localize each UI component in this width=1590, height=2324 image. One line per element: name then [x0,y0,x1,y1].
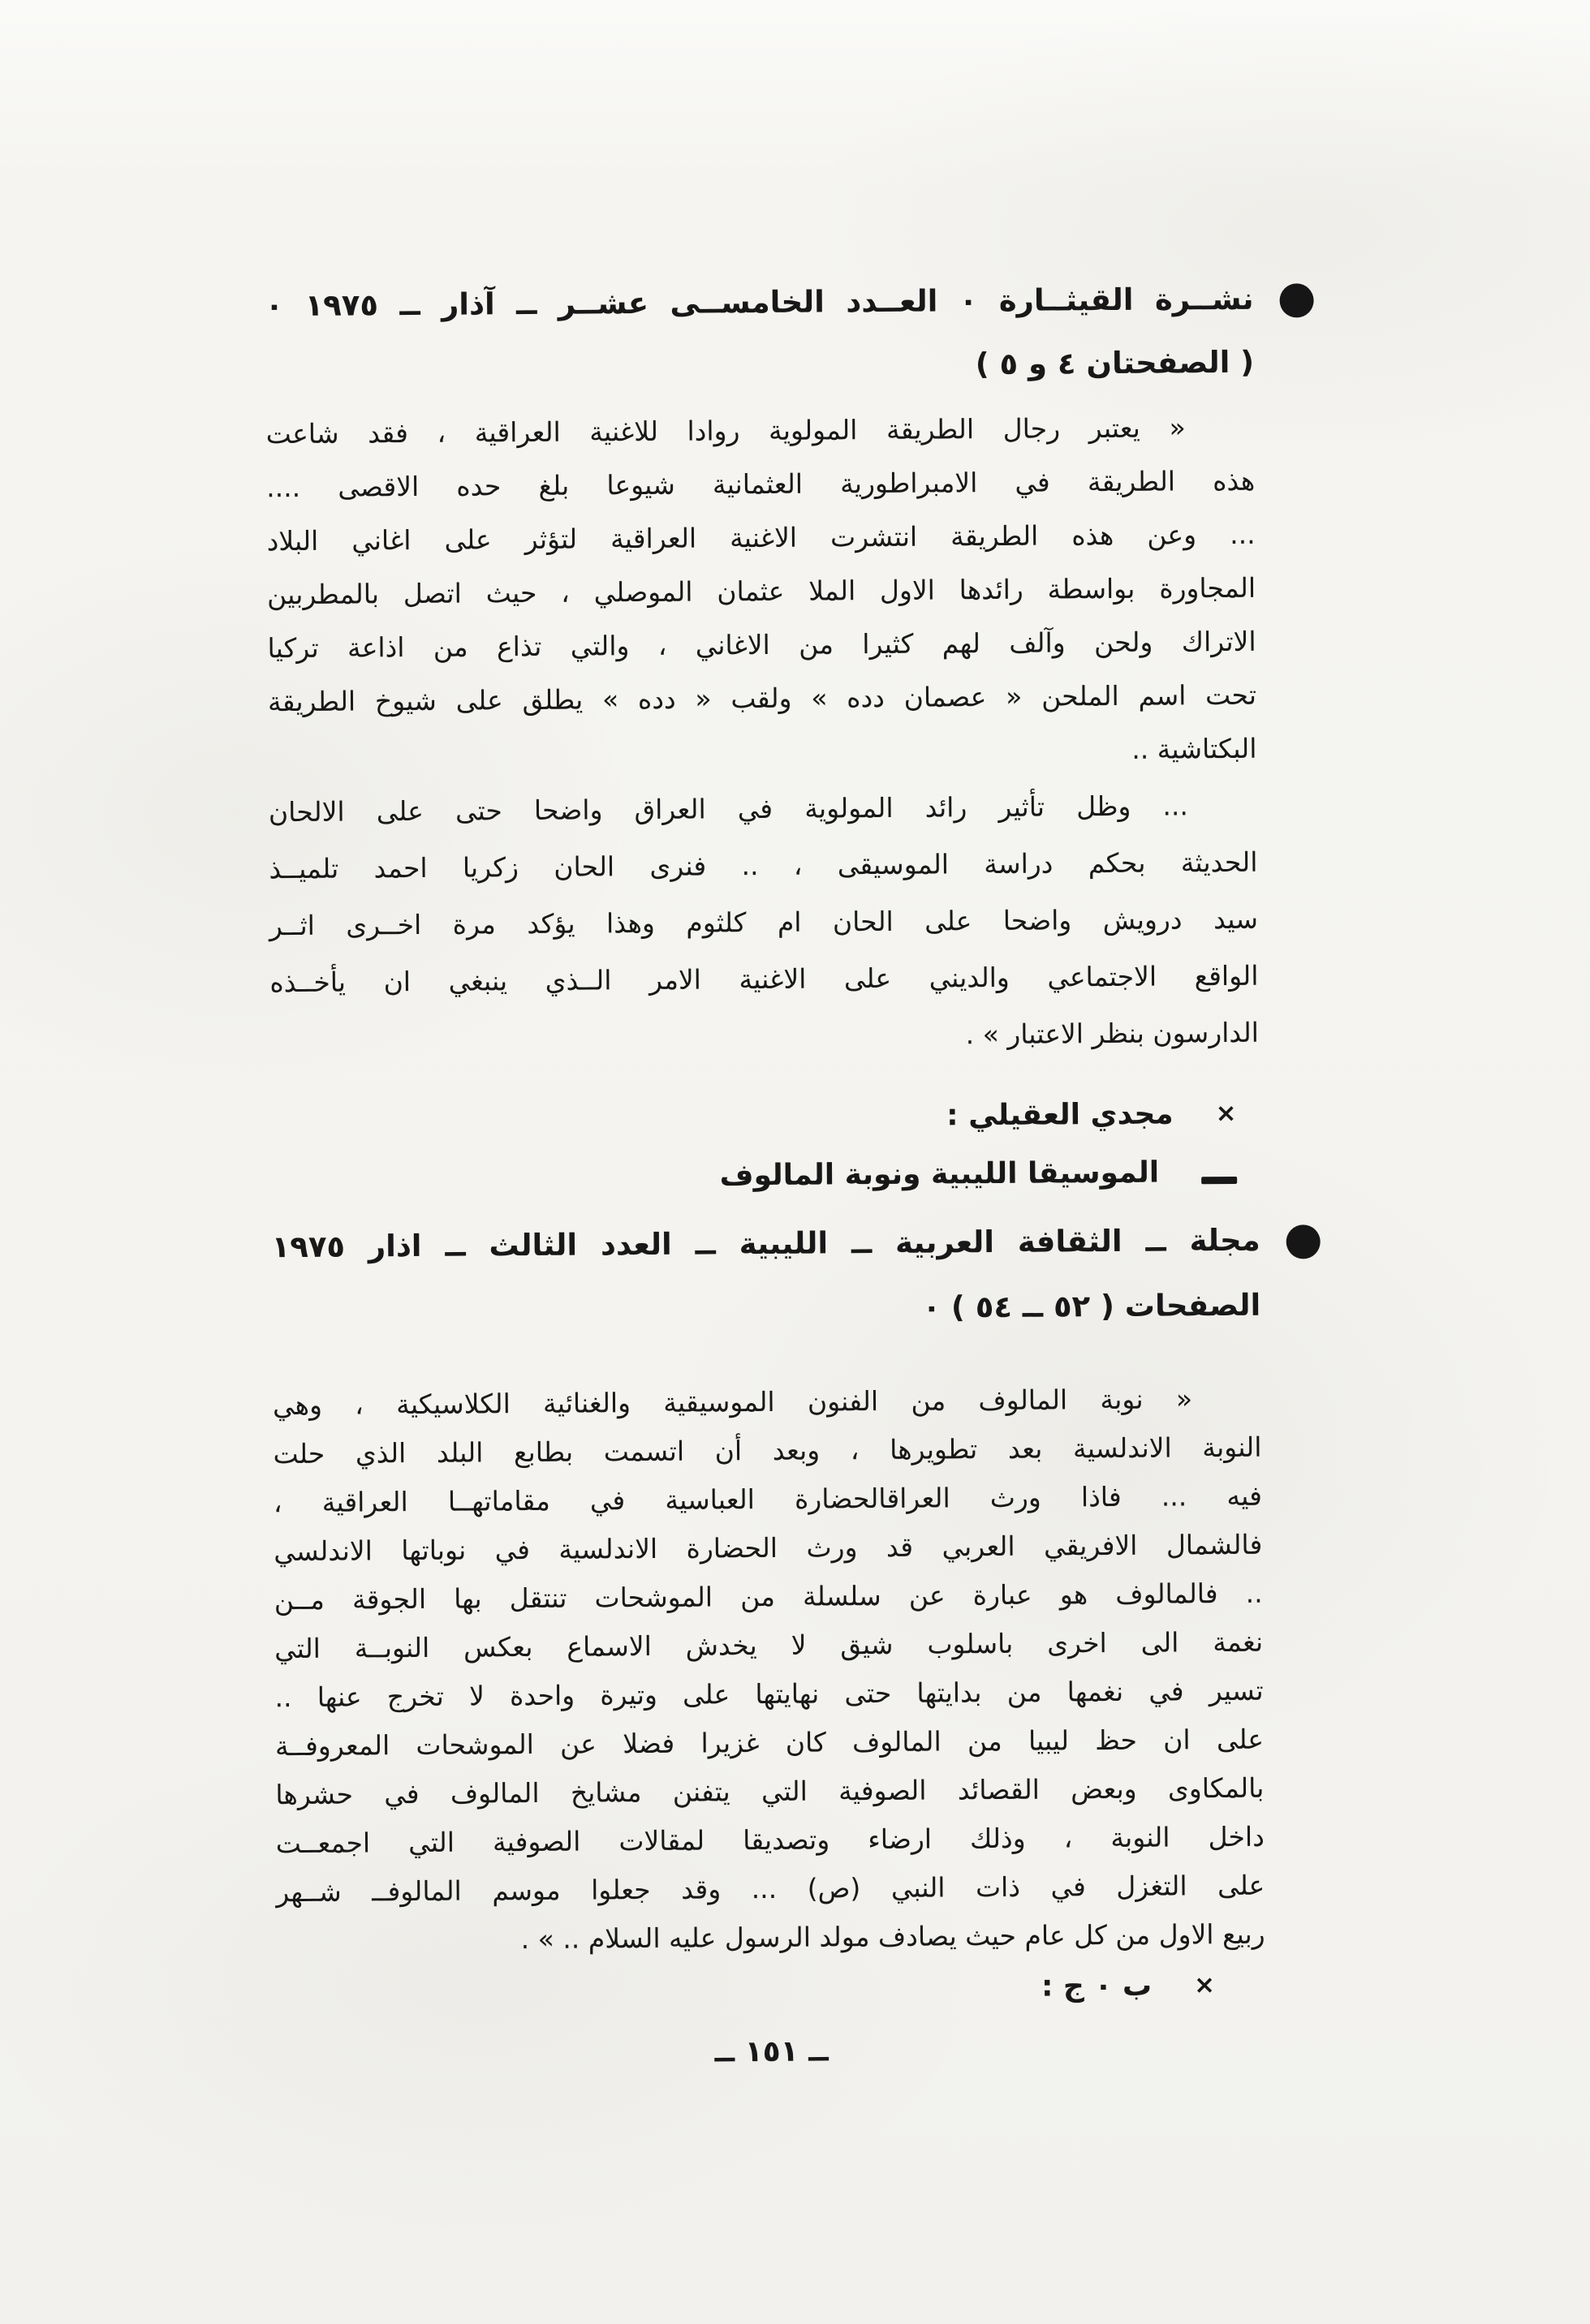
text-line: فيه ... فاذا ورث العراقالحضارة العباسية في مقاماتهــا العراقية ، [273,1479,1263,1519]
x-marker-icon: × [1215,1098,1237,1129]
text-column [263,0,1268,2324]
text-line: ... وعن هذه الطريقة انتشرت الاغنية العراقية لتؤثر على اغاني البلاد [266,518,1256,557]
page-number-text: ــ ١٥١ ــ [714,2034,829,2069]
entry2-pages-heading [272,1280,1260,1338]
text-line: سيد درويش واضحا على الحان ام كلثوم وهذا يؤكد مرة اخــرى اثــر [269,902,1259,942]
text-line: على التغزل في ذات النبي (ص) ... وقد جعلوا موسم المالوفــ شــهر [276,1869,1265,1909]
entry3-author-name: ب ٠ ج : [1041,1969,1153,2003]
text-line: ربيع الاول من كل عام حيث يصادف مولد الرسول عليه السلام .. » . [520,1917,1265,1956]
text-line: « يعتبر رجال الطريقة المولوية روادا للاغنية العراقية ، فقد شاعت [265,411,1186,450]
text-line: فالشمال الافريقي العربي قد ورث الحضارة الاندلسية في نوباتها الاندلسي [274,1528,1263,1568]
text-line: داخل النوبة ، وذلك ارضاء وتصديقا لمقالات الصوفية التي اجمعــت [275,1820,1265,1860]
entry2-work-row [720,1149,1238,1199]
text-line: « نوبة المالوف من الفنون الموسيقية والغنائية الكلاسيكية ، وهي [272,1383,1193,1422]
text-line: النوبة الاندلسية بعد تطويرها ، وبعد أن اتسمت بطابع البلد الذي حلت [273,1431,1262,1470]
entry2-work-title: الموسيقا الليبية ونوبة المالوف [719,1156,1160,1193]
page-number [278,2032,1266,2072]
entry1-source-text: نشــرة القيثــارة ٠ العــدد الخامســى عشــر ــ آذار ــ ١٩٧٥ ٠ [265,281,1254,324]
text-line: الحديثة بحكم دراسة الموسيقى ، .. فنرى الحان زكريا احمد تلميــذ [269,846,1258,885]
entry1-quote-paragraph-1 [265,401,1256,782]
bullet-icon [1279,283,1313,317]
entry2-quote-paragraph [273,1375,1265,1965]
entry2-author-row [946,1091,1237,1140]
text-line: نغمة الى اخرى باسلوب شيق لا يخدش الاسماع بعكس النوبــة التي [274,1625,1264,1665]
text-line: الواقع الاجتماعي والديني على الاغنية الامر الــذي ينبغي ان يأخــذه [269,959,1259,999]
text-line: على ان حظ ليبيا من المالوف كان غزيرا فضلا عن الموشحات المعروفــة [274,1723,1265,1762]
text-line: المجاورة بواسطة رائدها الاول الملا عثمان الموصلي ، حيث اتصل بالمطربين [266,571,1256,611]
text-line: .. فالمالوف هو عبارة عن سلسلة من الموشحات تنتقل بها الجوقة مــن [274,1577,1263,1616]
entry2-author-name: مجدي العقيلي : [946,1097,1174,1133]
entry1-source-heading [265,274,1253,332]
text-line: بالمكاوى وبعض القصائد الصوفية التي يتفنن مشايخ المالوف في حشرها [275,1771,1265,1811]
text-line: الدارسون بنظر الاعتبار » . [965,1016,1260,1051]
entry1-quote-paragraph-2 [269,777,1259,1068]
entry2-pages-text: الصفحات ( ٥٢ ــ ٥٤ ) ٠ [922,1287,1261,1325]
entry2-source-heading [272,1216,1260,1273]
bullet-icon [1286,1224,1321,1259]
text-line: تحت اسم الملحن « عصمان دده » ولقب « دده » يطلق على شيوخ الطريقة [267,678,1257,718]
dash-marker-icon [1201,1176,1237,1183]
entry3-author-row [1041,1962,1216,2011]
text-line: ... وظل تأثير رائد المولوية في العراق واضحا حتى على الالحان [268,790,1189,828]
text-line: هذه الطريقة في الامبراطورية العثمانية شيوعا بلغ حده الاقصى .... [266,464,1256,504]
text-line: الاتراك ولحن وآلف لهم كثيرا من الاغاني ، والتي تذاع من اذاعة تركيا [267,625,1256,665]
entry2-source-text: مجلة ــ الثقافة العربية ــ الليبية ــ العدد الثالث ــ اذار ١٩٧٥ [271,1222,1260,1265]
x-marker-icon: × [1193,1970,1216,2000]
entry1-pages-heading [265,338,1254,395]
text-line: البكتاشية .. [1131,732,1257,765]
text-line: تسير في نغمها من بدايتها حتى نهايتها على وتيرة واحدة لا تخرج عنها .. [274,1674,1264,1714]
entry1-pages-text: ( الصفحتان ٤ و ٥ ) [975,344,1255,382]
